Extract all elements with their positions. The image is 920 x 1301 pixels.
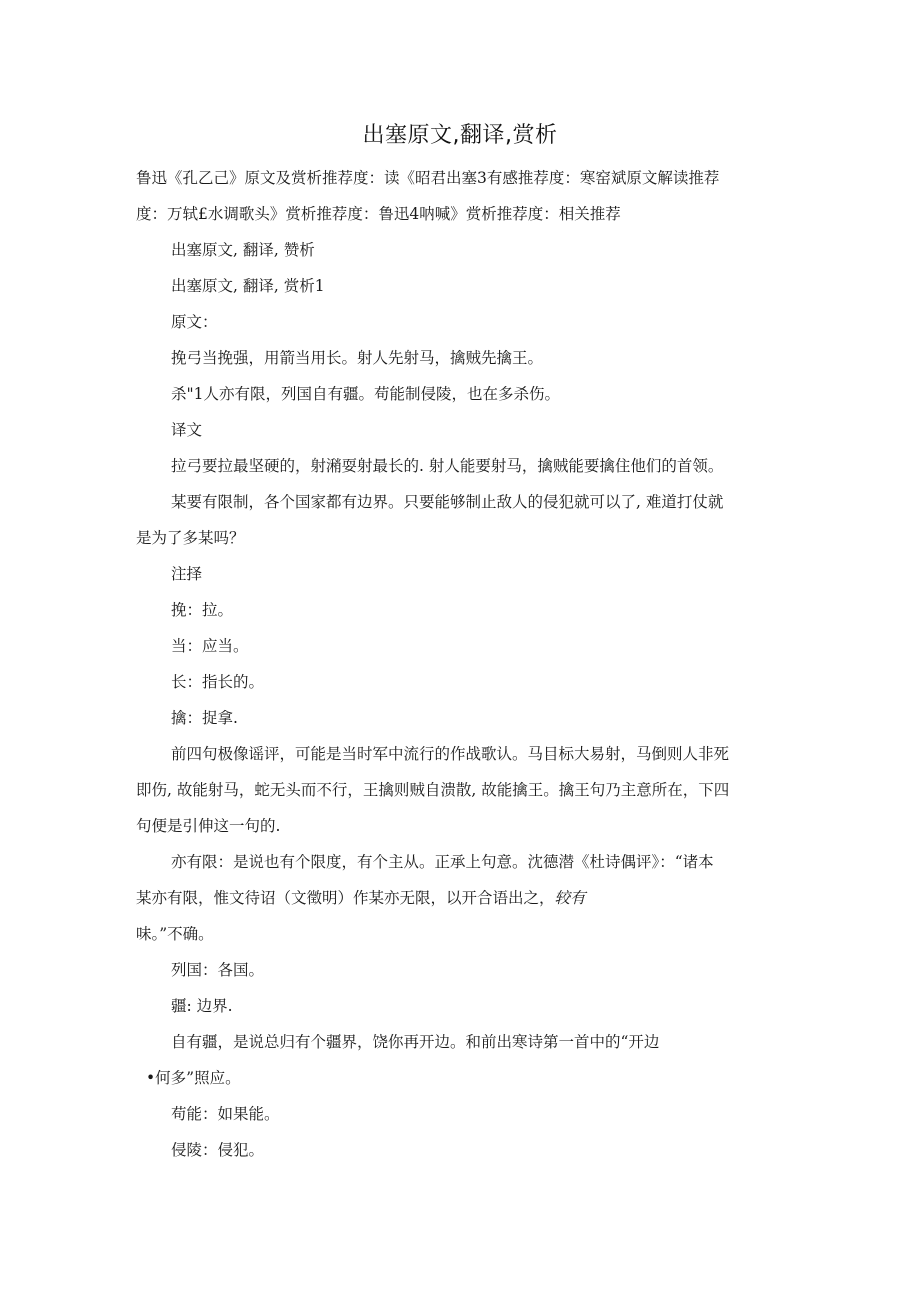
section-translation: 译文 xyxy=(171,421,203,439)
analysis-1-line-3: 句便是引伸这一句的. xyxy=(136,817,281,835)
heading-2: 出塞原文, 翻译, 赏析1 xyxy=(171,277,325,295)
analysis-1-line-2: 即伤, 故能射马，蛇无头而不行，王擒则贼自溃散, 故能擒王。擒王句乃主意所在，下四 xyxy=(136,781,730,799)
note-5: 列国：各国。 xyxy=(171,961,265,979)
translation-line-3: 是为了多某吗？ xyxy=(136,529,245,547)
note-3: 长：指长的。 xyxy=(171,673,265,691)
analysis-2-line-3: 味。”不确。 xyxy=(136,925,214,943)
analysis-2-line-1: 亦有限：是说也有个限度，有个主从。正承上句意。沈德潜《杜诗偶评》：“诸本 xyxy=(171,853,714,871)
heading-1: 出塞原文, 翻译, 赞析 xyxy=(171,241,315,259)
section-original: 原文： xyxy=(171,313,218,331)
document-title: 出塞原文,翻译,赏析 xyxy=(362,123,558,148)
note-8: 侵陵：侵犯。 xyxy=(171,1141,265,1159)
analysis-2-line-2 xyxy=(136,886,786,910)
poem-line-2: 杀"1人亦有限，列国自有疆。苟能制侵陵，也在多杀伤。 xyxy=(171,385,560,403)
recommend-line-2: 度：万轼£水调歌头》赏析推荐度：鲁迅4呐喊》赏析推荐度：相关推荐 xyxy=(136,205,621,223)
analysis-1-line-1: 前四句极像谣评，可能是当时军中流行的作战歌认。马目标大易射，马倒则人非死 xyxy=(171,745,730,763)
analysis-2-text: 某亦有限，惟文待诏（文徵明）作某亦无限，以开合语出之， xyxy=(136,889,555,907)
note-4: 擒：捉拿. xyxy=(171,709,238,727)
note-1: 挽：拉。 xyxy=(171,601,234,619)
note-6: 疆: 边界. xyxy=(171,997,233,1015)
note-7: 苟能：如果能。 xyxy=(171,1105,280,1123)
recommend-line-1: 鲁迅《孔乙己》原文及赏析推荐度：读《昭君出塞3有感推荐度：寒窑斌原文解读推荐 xyxy=(136,169,720,187)
translation-line-1: 拉弓要拉最坚硬的，射潲耍射最长的. 射人能要射马，擒贼能要擒住他们的首领。 xyxy=(171,457,724,475)
note-2: 当：应当。 xyxy=(171,637,249,655)
analysis-3-line-2: •何多”照应。 xyxy=(146,1069,241,1087)
poem-line-1: 挽弓当挽强，用箭当用长。射人先射马，擒贼先擒王。 xyxy=(171,349,544,367)
section-notes: 注择 xyxy=(171,565,203,583)
analysis-2-italic: 较有 xyxy=(554,889,586,907)
analysis-3-line-1: 自有疆，是说总归有个疆界，饶你再开边。和前出寒诗第一首中的“开边 xyxy=(171,1033,660,1051)
translation-line-2: 某要有限制，各个国家都有边界。只要能够制止敌人的侵犯就可以了, 难道打仗就 xyxy=(171,493,724,511)
